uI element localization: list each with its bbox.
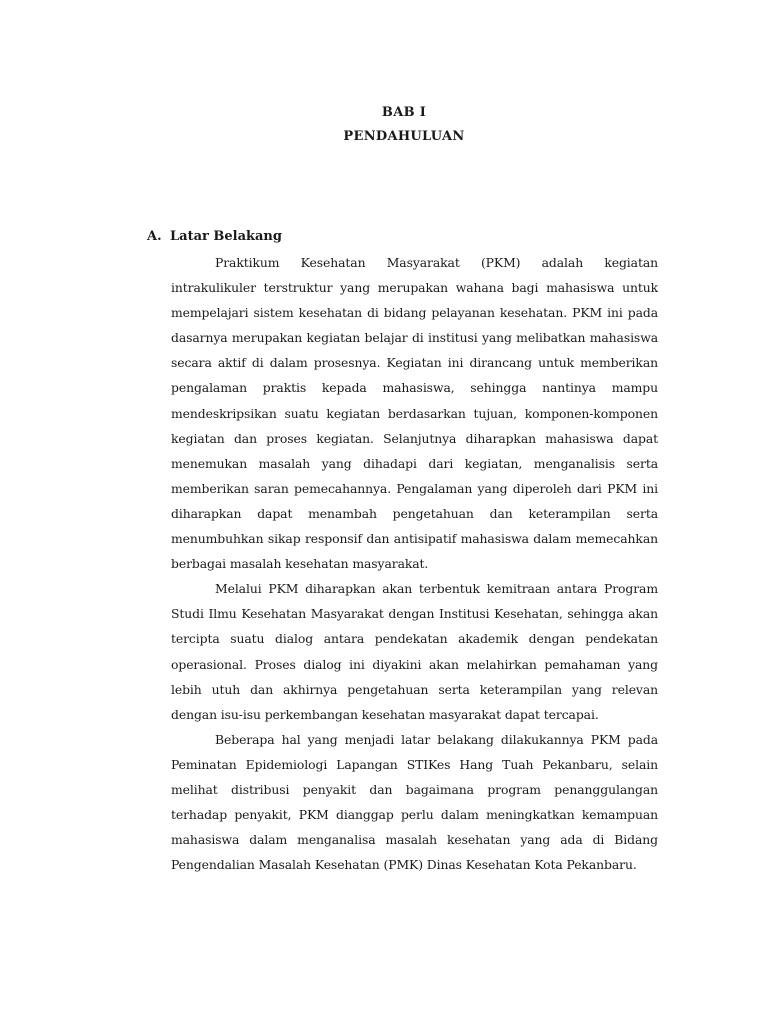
section-letter: A. — [147, 229, 162, 244]
section-title: Latar Belakang — [170, 229, 282, 244]
paragraph: Praktikum Kesehatan Masyarakat (PKM) adalah kegiatan intrakulikuler terstruktur yang merupakan wahana bagi mahasiswa untuk mempelajari sistem kesehatan di bidang pelayanan kesehatan. PKM ini pada dasarnya merupakan kegiatan belajar di institusi yang melibatkan mahasiswa secara aktif di dalam prosesnya. Kegiatan ini dirancang untuk memberikan pengalaman praktis kepada mahasiswa, sehingga nantinya mampu mendeskripsikan suatu kegiatan berdasarkan tujuan, komponen-komponen kegiatan dan proses kegiatan. Selanjutnya diharapkan mahasiswa dapat menemukan masalah yang dihadapi dari kegiatan, menganalisis serta memberikan saran pemecahannya. Pengalaman yang diperoleh dari PKM ini diharapkan dapat menambah pengetahuan dan keterampilan serta menumbuhkan sikap responsif dan antisipatif mahasiswa dalam memecahkan berbagai masalah kesehatan masyarakat. — [171, 255, 658, 572]
chapter-title: PENDAHULUAN — [343, 129, 465, 144]
section-body — [171, 250, 658, 877]
chapter-number: BAB I — [381, 105, 427, 120]
paragraph: Beberapa hal yang menjadi latar belakang dilakukannya PKM pada Peminatan Epidemiologi Lapangan STIKes Hang Tuah Pekanbaru, selain melihat distribusi penyakit dan bagaimana program penanggulangan terhadap penyakit, PKM dianggap perlu dalam meningkatkan kemampuan mahasiswa dalam menganalisa masalah kesehatan yang ada di Bidang Pengendalian Masalah Kesehatan (PMK) Dinas Kesehatan Kota Pekanbaru. — [171, 731, 658, 873]
paragraph: Melalui PKM diharapkan akan terbentuk kemitraan antara Program Studi Ilmu Kesehatan Masyarakat dengan Institusi Kesehatan, sehingga akan tercipta suatu dialog antara pendekatan akademik dengan pendekatan operasional. Proses dialog ini diyakini akan melahirkan pemahaman yang lebih utuh dan akhirnya pengetahuan serta keterampilan yang relevan dengan isu-isu perkembangan kesehatan masyarakat dapat tercapai. — [171, 581, 658, 722]
section-heading — [147, 229, 282, 244]
